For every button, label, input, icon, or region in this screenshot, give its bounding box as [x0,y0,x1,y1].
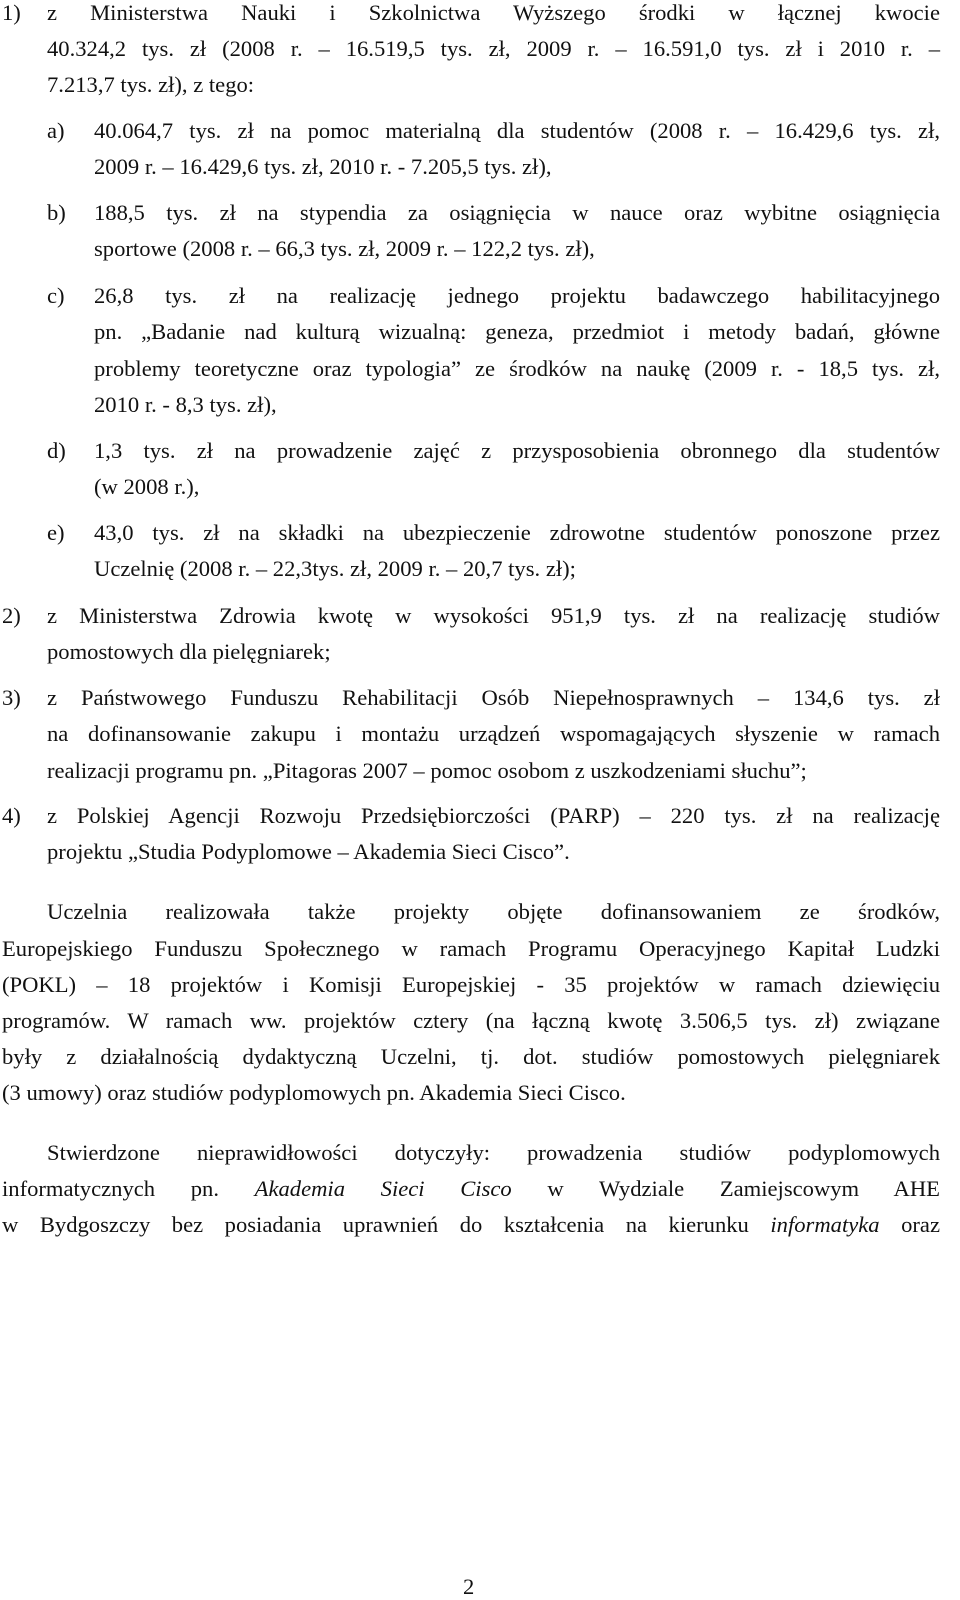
subitem-d-line-2: (w 2008 r.), [94,474,200,499]
paragraph-2-line-3-a: w Bydgoszczy bez posiadania uprawnień do kształcenia na kierunku [2,1212,749,1237]
item-3-line-3: realizacji programu pn. „Pitagoras 2007 – pomoc osobom z uszkodzeniami słuchu”; [47,758,807,783]
paragraph-1-line-4: programów. W ramach ww. projektów cztery (na łączną kwotę 3.506,5 tys. zł) związane [2,1008,940,1033]
item-1-marker: 1) [2,0,21,25]
paragraph-2-line-3 [2,1212,940,1238]
item-3-line-1: z Państwowego Funduszu Rehabilitacji Osób Niepełnosprawnych – 134,6 tys. zł [47,685,940,710]
subitem-e-line-2: Uczelnię (2008 r. – 22,3tys. zł, 2009 r. – 20,7 tys. zł); [94,556,576,581]
item-3-line-2: na dofinansowanie zakupu i montażu urządzeń wspomagających słyszenie w ramach [47,721,940,746]
subitem-b-line-2: sportowe (2008 r. – 66,3 tys. zł, 2009 r. – 122,2 tys. zł), [94,236,595,261]
subitem-d-marker: d) [47,438,66,463]
paragraph-1-line-3: (POKL) – 18 projektów i Komisji Europejskiej - 35 projektów w ramach dziewięciu [2,972,940,997]
paragraph-2-line-2-c: w Wydziale Zamiejscowym AHE [547,1176,940,1201]
item-2-marker: 2) [2,603,21,628]
paragraph-2-line-1: Stwierdzone nieprawidłowości dotyczyły: prowadzenia studiów podyplomowych [47,1140,940,1165]
field-name-italic: informatyka [770,1212,880,1237]
paragraph-1-line-5: były z działalnością dydaktyczną Uczelni, tj. dot. studiów pomostowych pielęgniarek [2,1044,940,1069]
paragraph-1-line-2: Europejskiego Funduszu Społecznego w ramach Programu Operacyjnego Kapitał Ludzki [2,936,940,961]
subitem-b-line-1: 188,5 tys. zł na stypendia za osiągnięcia w nauce oraz wybitne osiągnięcia [94,200,940,225]
course-name-italic: Akademia Sieci Cisco [254,1176,512,1201]
item-2-line-2: pomostowych dla pielęgniarek; [47,639,331,664]
subitem-a-line-2: 2009 r. – 16.429,6 tys. zł, 2010 r. - 7.205,5 tys. zł), [94,154,552,179]
item-2-line-1: z Ministerstwa Zdrowia kwotę w wysokości 951,9 tys. zł na realizację studiów [47,603,940,628]
subitem-b-marker: b) [47,200,66,225]
subitem-a-marker: a) [47,118,65,143]
subitem-c-line-3: problemy teoretyczne oraz typologia” ze środków na naukę (2009 r. - 18,5 tys. zł, [94,356,940,381]
item-4-line-1: z Polskiej Agencji Rozwoju Przedsiębiorczości (PARP) – 220 tys. zł na realizację [47,803,940,828]
paragraph-2-line-2 [2,1176,940,1202]
subitem-c-line-1: 26,8 tys. zł na realizację jednego projektu badawczego habilitacyjnego [94,283,940,308]
paragraph-2-line-2-a: informatycznych pn. [2,1176,219,1201]
item-1-line-3: 7.213,7 tys. zł), z tego: [47,72,255,97]
paragraph-1-line-6: (3 umowy) oraz studiów podyplomowych pn. Akademia Sieci Cisco. [2,1080,626,1105]
paragraph-1-line-1: Uczelnia realizowała także projekty objęte dofinansowaniem ze środków, [47,899,940,924]
page-number: 2 [463,1574,475,1599]
subitem-c-marker: c) [47,283,65,308]
subitem-e-line-1: 43,0 tys. zł na składki na ubezpieczenie zdrowotne studentów ponoszone przez [94,520,940,545]
item-3-marker: 3) [2,685,21,710]
item-1-line-2: 40.324,2 tys. zł (2008 r. – 16.519,5 tys. zł, 2009 r. – 16.591,0 tys. zł i 2010 r. – [47,36,940,61]
paragraph-2-line-3-c: oraz [901,1212,940,1237]
item-4-line-2: projektu „Studia Podyplomowe – Akademia Sieci Cisco”. [47,839,570,864]
item-1-line-1: z Ministerstwa Nauki i Szkolnictwa Wyższego środki w łącznej kwocie [47,0,940,25]
subitem-c-line-2: pn. „Badanie nad kulturą wizualną: geneza, przedmiot i metody badań, główne [94,319,940,344]
subitem-e-marker: e) [47,520,65,545]
subitem-d-line-1: 1,3 tys. zł na prowadzenie zajęć z przysposobienia obronnego dla studentów [94,438,940,463]
item-4-marker: 4) [2,803,21,828]
subitem-c-line-4: 2010 r. - 8,3 tys. zł), [94,392,277,417]
subitem-a-line-1: 40.064,7 tys. zł na pomoc materialną dla studentów (2008 r. – 16.429,6 tys. zł, [94,118,940,143]
